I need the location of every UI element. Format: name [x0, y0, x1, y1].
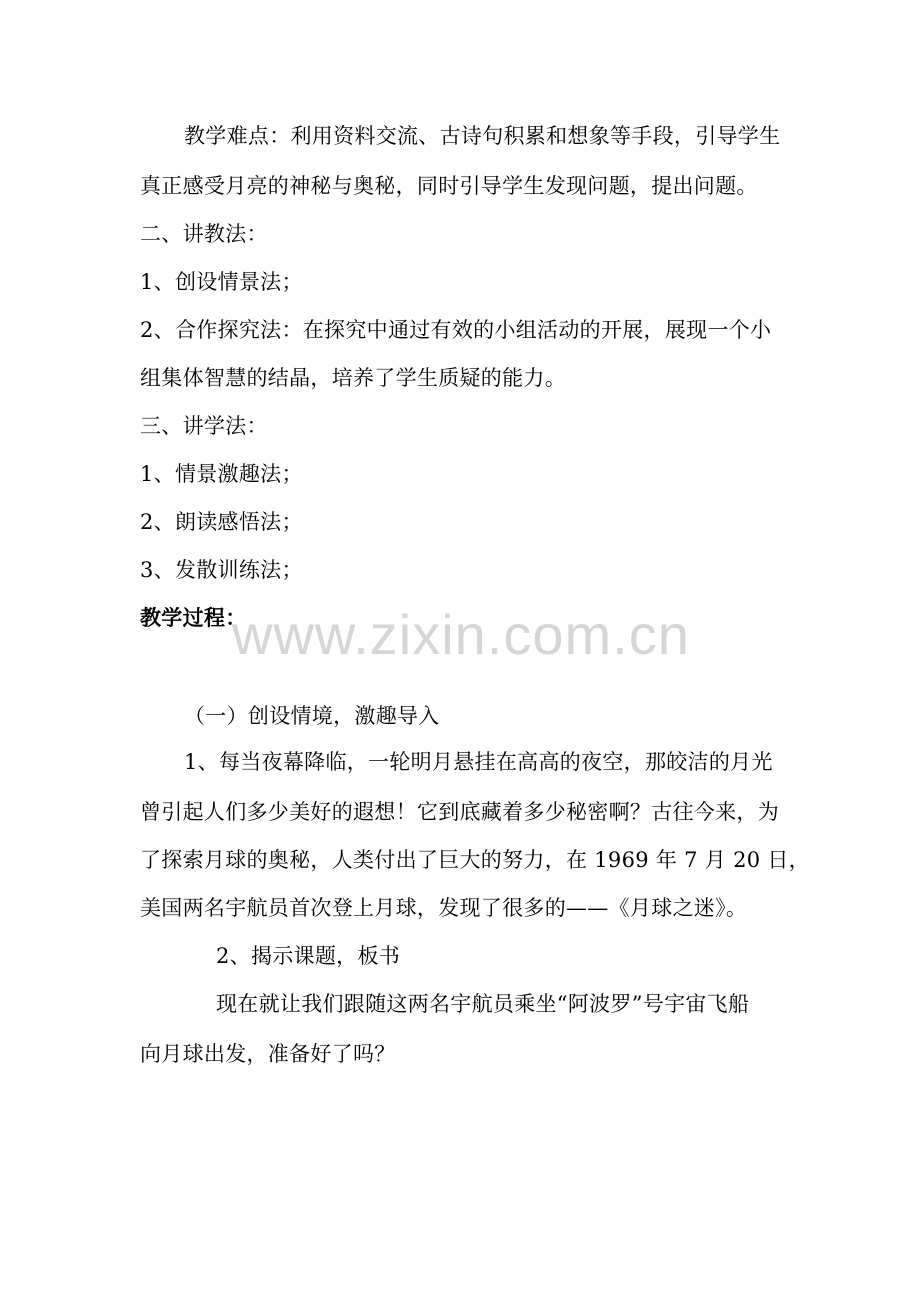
item-2-reveal-topic: 2、揭示课题，板书 — [216, 944, 401, 968]
paragraph-1-line-4: 美国两名宇航员首次登上月球，发现了很多的——《月球之迷》。 — [140, 896, 748, 920]
teaching-process-heading: 教学过程： — [140, 606, 247, 630]
learning-method-3: 3、发散训练法； — [140, 558, 303, 582]
paragraph-1-line-2: 曾引起人们多少美好的遐想！它到底藏着多少秘密啊？古往今来，为 — [140, 800, 779, 824]
site-watermark: www.zixin.com.cn — [232, 603, 690, 666]
teaching-difficulty-line-2: 真正感受月亮的神秘与奥秘，同时引导学生发现问题，提出问题。 — [140, 174, 758, 198]
learning-method-2: 2、朗读感悟法； — [140, 510, 303, 534]
paragraph-1-line-3: 了探索月球的奥秘，人类付出了巨大的努力，在 1969 年 7 月 20 日， — [140, 848, 810, 872]
teaching-method-2-line-1: 2、合作探究法：在探究中通过有效的小组活动的开展，展现一个小 — [140, 318, 772, 342]
teaching-method-1: 1、创设情景法； — [140, 270, 303, 294]
teaching-method-2-line-2: 组集体智慧的结晶，培养了学生质疑的能力。 — [140, 366, 566, 390]
teaching-difficulty-line-1: 教学难点：利用资料交流、古诗句积累和想象等手段，引导学生 — [184, 124, 781, 148]
section-heading-teaching-methods: 二、讲教法： — [140, 222, 268, 246]
section-heading-learning-methods: 三、讲学法： — [140, 414, 268, 438]
paragraph-1-line-1: 1、每当夜幕降临，一轮明月悬挂在高高的夜空，那皎洁的月光 — [184, 750, 773, 774]
learning-method-1: 1、情景激趣法； — [140, 462, 303, 486]
paragraph-2-line-1: 现在就让我们跟随这两名宇航员乘坐“阿波罗”号宇宙飞船 — [216, 992, 750, 1016]
paragraph-2-line-2: 向月球出发，准备好了吗？ — [140, 1042, 396, 1066]
subsection-heading-1: （一）创设情境，激趣导入 — [184, 704, 440, 728]
